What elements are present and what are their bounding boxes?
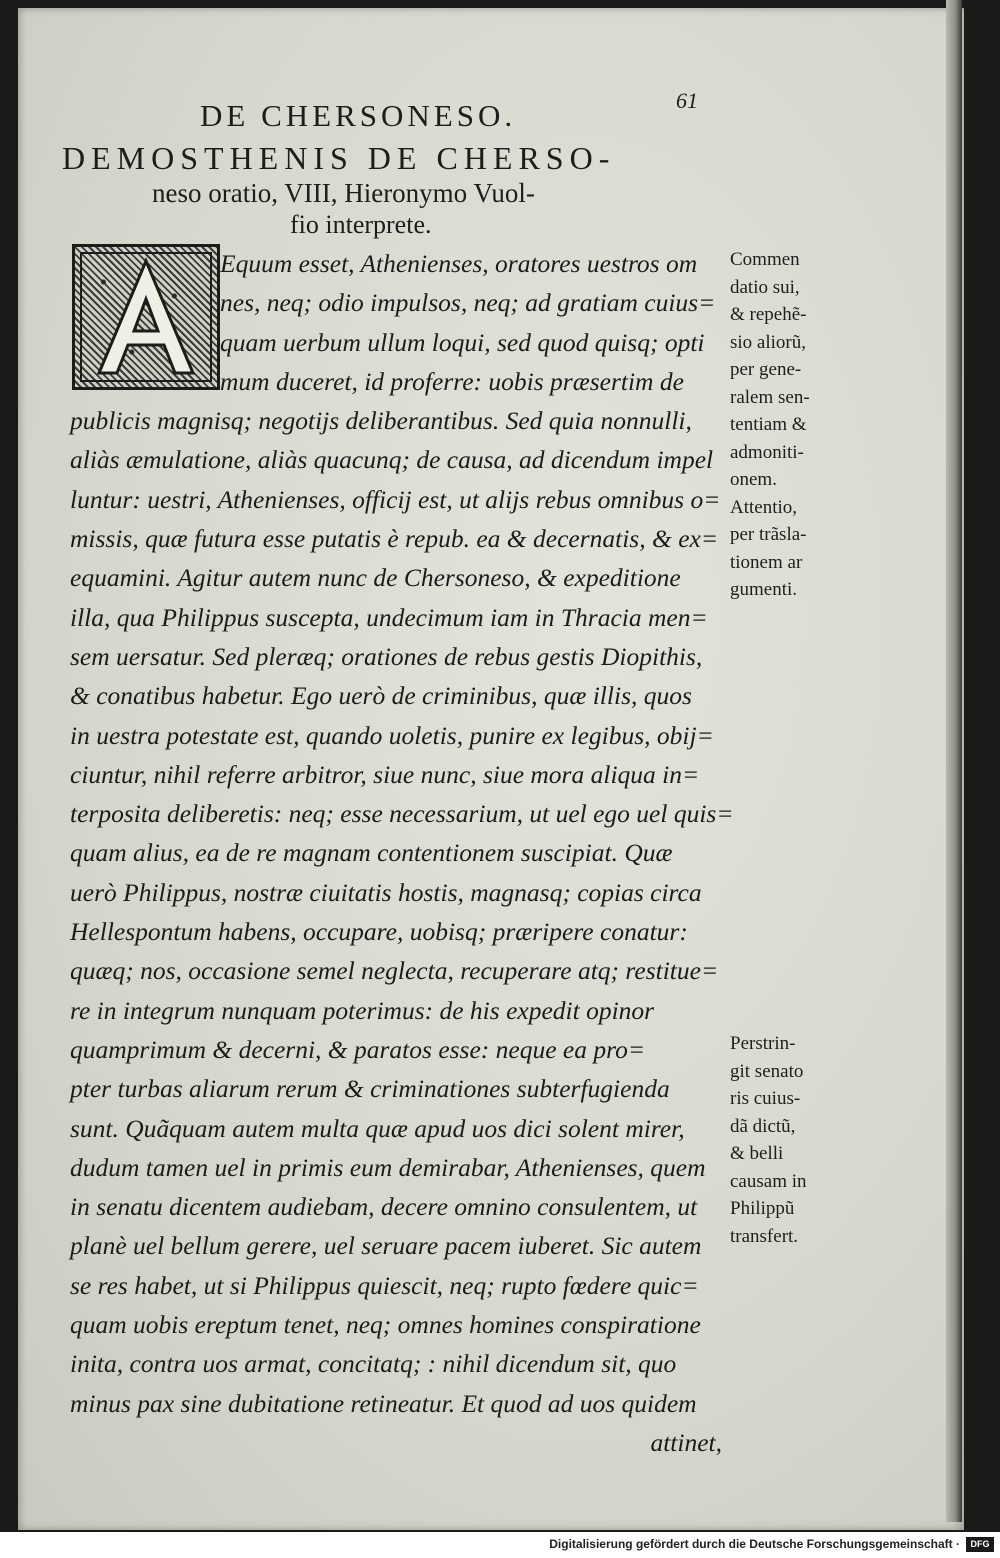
page-number: 61: [676, 88, 698, 113]
marginal-note-line: & repehẽ-: [730, 304, 807, 325]
marginal-note-line: Perstrin-: [730, 1033, 796, 1054]
running-head: DE CHERSONESO.: [200, 98, 517, 133]
marginal-note-line: Philippũ: [730, 1198, 795, 1219]
body-line: missis, quæ futura esse putatis è repub. ea & decernatis, & ex=: [70, 524, 719, 554]
title-line-1: DEMOSTHENIS DE CHERSO-: [62, 140, 616, 176]
body-text: [70, 244, 734, 1462]
marginal-note-line: tentiam &: [730, 414, 807, 435]
marginal-note-line: ris cuius-: [730, 1088, 801, 1109]
body-line: publicis magnisq; negotijs deliberantibus. Sed quia nonnulli,: [70, 406, 692, 436]
marginal-note-1: [730, 246, 870, 604]
funding-credit: Digitalisierung gefördert durch die Deutsche Forschungsgemeinschaft ·: [549, 1537, 960, 1551]
marginal-note-line: gumenti.: [730, 579, 798, 600]
body-line: mum duceret, id proferre: uobis præsertim de: [220, 366, 684, 396]
marginal-note-line: dã dictũ,: [730, 1115, 796, 1137]
marginal-note-line: Attentio,: [730, 496, 798, 518]
body-line: in senatu dicentem audiebam, decere omnino consulentem, ut: [70, 1192, 698, 1222]
marginal-note-line: admoniti-: [730, 441, 804, 463]
marginal-note-2: [730, 1030, 870, 1250]
body-line: nes, neq; odio impulsos, neq; ad gratiam cuius=: [220, 288, 716, 318]
body-line: sunt. Quãquam autem multa quæ apud uos dici solent mirer,: [70, 1113, 685, 1143]
body-line: equamini. Agitur autem nunc de Chersoneso, & expeditione: [70, 563, 681, 593]
body-line: quæq; nos, occasione semel neglecta, recuperare atq; restitue=: [70, 956, 719, 986]
body-line: minus pax sine dubitatione retineatur. Et quod ad uos quidem: [70, 1388, 697, 1418]
body-line: se res habet, ut si Philippus quiescit, neq; rupto fœdere quic=: [70, 1270, 699, 1300]
title-line-2: neso oratio, VIII, Hieronymo Vuol-: [152, 178, 535, 208]
body-line: terposita deliberetis: neq; esse necessarium, ut uel ego uel quis=: [70, 799, 734, 829]
body-line: uerò Philippus, nostræ ciuitatis hostis, magnasq; copias circa: [70, 877, 702, 907]
marginal-note-line: per gene-: [730, 359, 802, 380]
body-line: sem uersatur. Sed pleræq; orationes de rebus gestis Diopithis,: [70, 641, 703, 671]
body-line: quam uerbum ullum loqui, sed quod quisq; opti: [220, 327, 705, 357]
body-line: quamprimum & decerni, & paratos esse: neque ea pro=: [70, 1034, 646, 1064]
body-line: quam alius, ea de re magnam contentionem suscipiat. Quæ: [70, 838, 673, 868]
body-line: in uestra potestate est, quando uoletis, punire ex legibus, obij=: [70, 720, 714, 750]
marginal-note-line: sio aliorũ,: [730, 331, 806, 353]
body-line: Equum esset, Athenienses, oratores uestros om: [220, 249, 698, 278]
body-line: luntur: uestri, Athenienses, officij est, ut alijs rebus omnibus o=: [70, 484, 721, 514]
marginal-note-line: per trãsla-: [730, 524, 807, 545]
body-line: quam uobis ereptum tenet, neq; omnes homines conspiratione: [70, 1310, 701, 1340]
marginal-note-line: & belli: [730, 1143, 784, 1164]
marginal-note-line: ralem sen-: [730, 386, 810, 408]
body-line: aliàs æmulatione, aliàs quacunq; de causa, ad dicendum impel: [70, 445, 714, 475]
marginal-note-line: causam in: [730, 1170, 807, 1192]
footer-bar: [0, 1532, 1000, 1558]
catchword: attinet,: [650, 1427, 722, 1457]
marginal-note-line: onem.: [730, 469, 777, 490]
marginal-note-line: tionem ar: [730, 551, 803, 573]
body-line: & conatibus habetur. Ego uerò de criminibus, quæ illis, quos: [70, 681, 692, 711]
body-line: Hellespontum habens, occupare, uobisq; præripere conatur:: [70, 917, 688, 947]
body-line: planè uel bellum gerere, uel seruare pacem iuberet. Sic autem: [70, 1231, 702, 1261]
marginal-note-line: git senato: [730, 1060, 804, 1082]
body-line: dudum tamen uel in primis eum demirabar, Athenienses, quem: [70, 1152, 706, 1182]
marginal-note-line: Commen: [730, 249, 800, 270]
body-line: illa, qua Philippus suscepta, undecimum iam in Thracia men=: [70, 602, 708, 632]
marginal-note-line: datio sui,: [730, 276, 800, 298]
body-line: pter turbas aliarum rerum & criminationes subterfugienda: [70, 1074, 670, 1104]
body-line: inita, contra uos armat, concitatq; : nihil dicendum sit, quo: [70, 1349, 677, 1379]
title-line-3: fio interprete.: [290, 210, 432, 239]
body-line: re in integrum nunquam poterimus: de his expedit opinor: [70, 995, 655, 1025]
body-line: ciuntur, nihil referre arbitror, siue nunc, siue mora aliqua in=: [70, 759, 700, 789]
dfg-logo-icon: DFG: [966, 1537, 994, 1552]
marginal-note-line: transfert.: [730, 1225, 799, 1247]
